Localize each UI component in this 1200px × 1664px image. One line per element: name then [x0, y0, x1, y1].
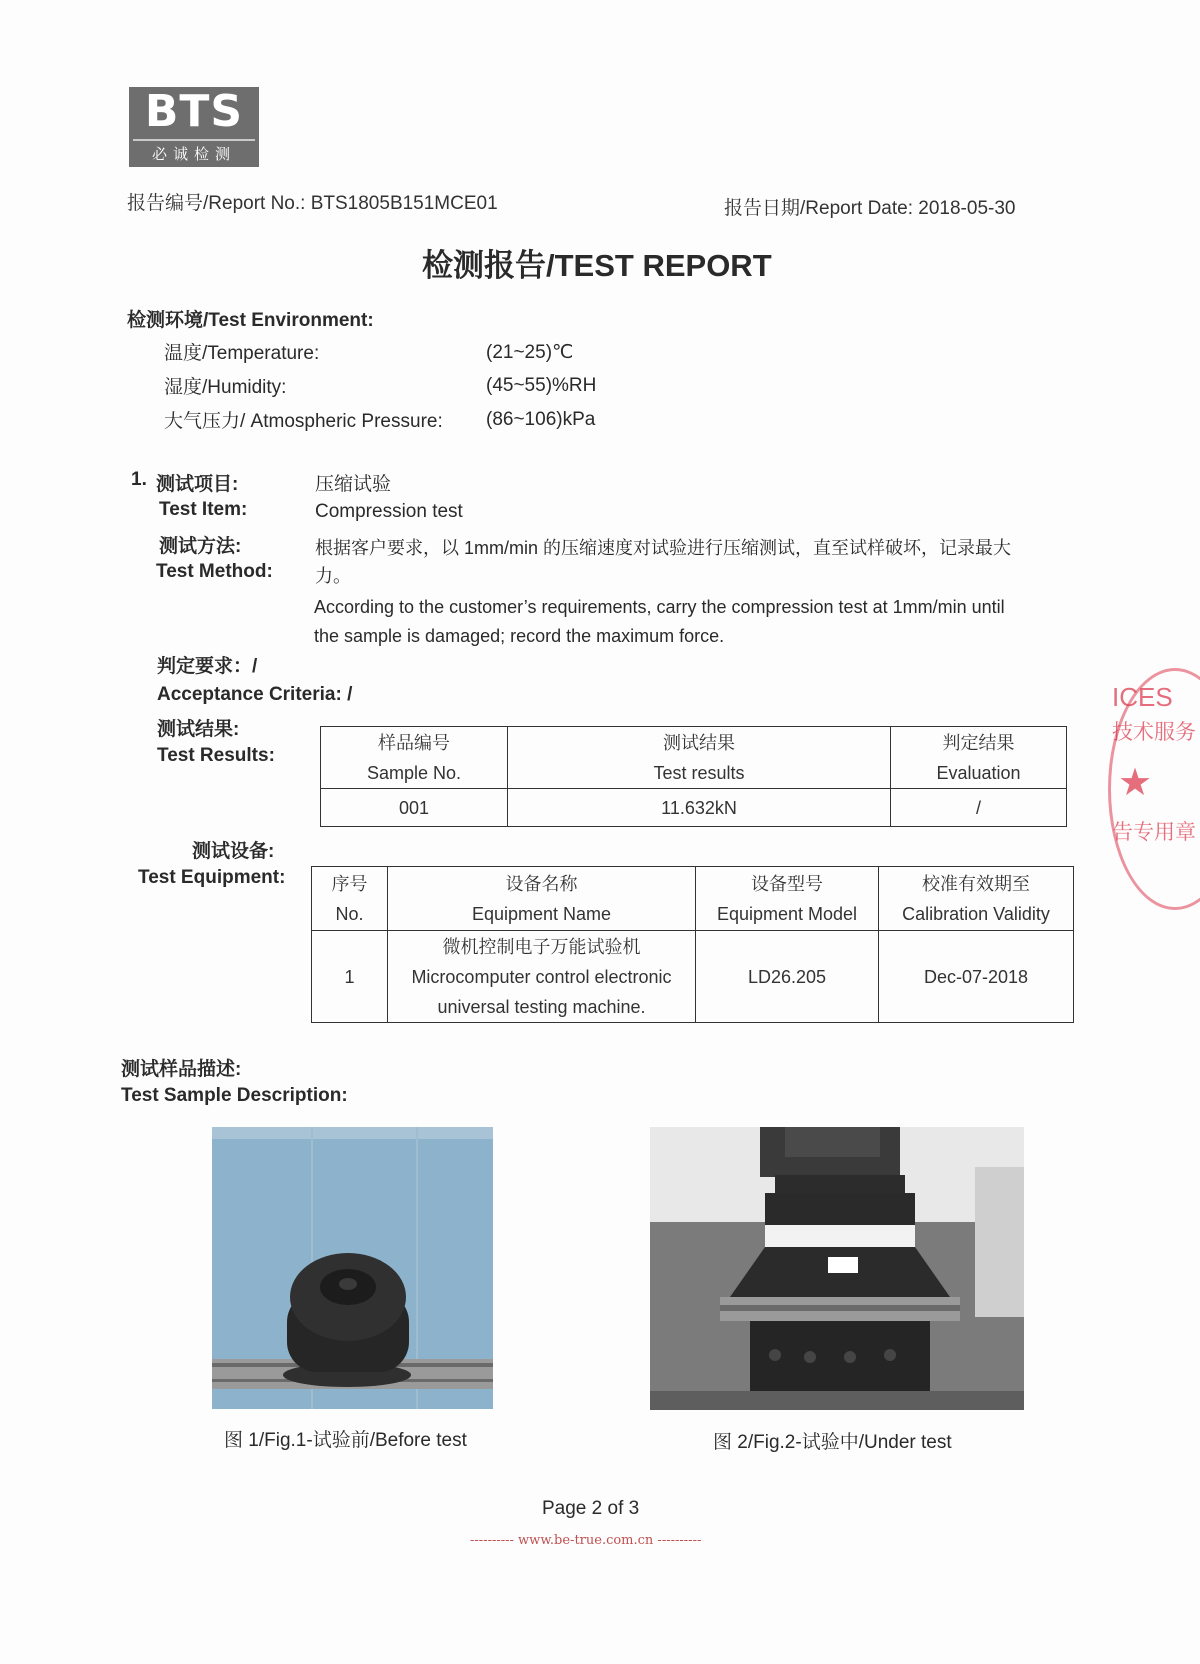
results-value: 11.632kN: [508, 789, 891, 827]
results-header-sample-no: [321, 727, 508, 789]
acceptance-criteria-en: Acceptance Criteria: /: [157, 684, 353, 705]
results-header-test-results: [508, 727, 891, 789]
env-pressure-label: 大气压力/ Atmospheric Pressure:: [164, 411, 443, 432]
environment-heading: 检测环境/Test Environment:: [127, 310, 374, 331]
figure-2-caption: 图 2/Fig.2-试验中/Under test: [713, 1432, 952, 1453]
sample-desc-label-en: Test Sample Description:: [121, 1085, 348, 1106]
results-table-header: [321, 727, 1067, 789]
stamp-star-icon: ★: [1118, 762, 1153, 804]
results-header-evaluation-cn: 判定结果: [942, 732, 1015, 753]
equipment-header-model: [696, 867, 879, 931]
equipment-model: LD26.205: [696, 931, 879, 1023]
equipment-header-no: [312, 867, 388, 931]
table-row: [321, 789, 1067, 827]
equipment-table: [311, 866, 1074, 1023]
equipment-header-no-en: No.: [335, 903, 364, 924]
report-number-value: BTS1805B151MCE01: [310, 193, 498, 214]
report-date-value: 2018-05-30: [918, 198, 1016, 219]
results-header-test-results-en: Test results: [653, 762, 745, 783]
footer-url: ---------- www.be-true.com.cn ----------: [470, 1533, 702, 1548]
test-method-label-en: Test Method:: [156, 561, 273, 582]
equipment-name: [388, 931, 696, 1023]
equipment-header-no-cn: 序号: [331, 873, 368, 894]
bts-logo: [129, 87, 259, 167]
results-header-sample-no-cn: 样品编号: [378, 732, 450, 753]
report-date: [724, 193, 1015, 220]
equipment-header-validity-cn: 校准有效期至: [922, 873, 1030, 894]
page-title: 检测报告/TEST REPORT: [422, 248, 772, 283]
logo-tagline: 必诚检测: [151, 145, 236, 163]
figure-1-photo: [212, 1127, 493, 1409]
test-method-cn-line1: 根据客户要求，以 1mm/min 的压缩速度对试验进行压缩测试，直至试样破坏，记录最大: [315, 538, 1012, 558]
equipment-header-validity: [879, 867, 1074, 931]
equipment-name-en-line1: Microcomputer control electronic: [411, 966, 672, 987]
logo-mark: BTS: [144, 86, 244, 137]
equipment-name-en-line2: universal testing machine.: [437, 996, 646, 1017]
equipment-header-name-cn: 设备名称: [505, 873, 578, 894]
results-header-evaluation: [891, 727, 1067, 789]
results-table: [320, 726, 1067, 827]
test-item-cn: 压缩试验: [315, 474, 392, 495]
test-item-label-en: Test Item:: [159, 499, 248, 520]
env-humidity-label: 湿度/Humidity:: [164, 377, 287, 398]
logo-divider: [133, 139, 255, 141]
equipment-label-en: Test Equipment:: [138, 867, 286, 888]
equipment-header-model-en: Equipment Model: [716, 903, 858, 924]
report-number-label: 报告编号/Report No.:: [127, 193, 306, 214]
stamp-text-middle: 技术服务: [1112, 720, 1196, 744]
test-results-label-cn: 测试结果:: [157, 719, 240, 740]
stamp-text-top: ICES: [1112, 682, 1173, 712]
results-evaluation: /: [891, 789, 1067, 827]
equipment-header-validity-en: Calibration Validity: [902, 903, 1050, 924]
equipment-validity: Dec-07-2018: [879, 931, 1074, 1023]
equipment-no: 1: [312, 931, 388, 1023]
env-humidity-value: (45~55)%RH: [486, 375, 597, 396]
test-results-label-en: Test Results:: [157, 745, 275, 766]
env-temperature-label: 温度/Temperature:: [164, 343, 320, 364]
results-header-test-results-cn: 测试结果: [663, 732, 735, 753]
env-pressure-value: (86~106)kPa: [486, 409, 596, 430]
report-date-label: 报告日期/Report Date:: [724, 198, 913, 219]
test-method-en-line1: According to the customer’s requirements, carry the compression test at 1mm/min until: [314, 597, 1005, 617]
test-method-en-line2: the sample is damaged; record the maximum force.: [314, 626, 725, 646]
test-number: 1.: [131, 469, 147, 490]
equipment-header-name-en: Equipment Name: [471, 903, 612, 924]
table-row: [312, 931, 1074, 1023]
equipment-name-cn: 微机控制电子万能试验机: [442, 936, 641, 957]
figure-2-illustration: [650, 1127, 1024, 1410]
test-item-label-cn: 测试项目:: [156, 474, 239, 495]
results-sample-no: 001: [321, 789, 508, 827]
page-number: Page 2 of 3: [542, 1498, 640, 1519]
equipment-header-name: [388, 867, 696, 931]
test-method-cn-line2: 力。: [315, 566, 351, 586]
figure-1-illustration: [212, 1127, 493, 1409]
results-header-evaluation-en: Evaluation: [936, 762, 1021, 783]
acceptance-criteria-cn: 判定要求：/: [157, 656, 258, 677]
equipment-header-model-cn: 设备型号: [751, 873, 823, 894]
figure-1-caption: 图 1/Fig.1-试验前/Before test: [224, 1430, 467, 1451]
env-temperature-value: (21~25)℃: [486, 342, 574, 363]
sample-desc-label-cn: 测试样品描述:: [121, 1059, 242, 1080]
figure-2-photo: [650, 1127, 1024, 1410]
test-item-en: Compression test: [315, 501, 463, 522]
test-method-label-cn: 测试方法:: [159, 536, 242, 557]
results-header-sample-no-en: Sample No.: [366, 762, 462, 783]
report-number: [127, 188, 498, 215]
equipment-table-header: [312, 867, 1074, 931]
stamp-text-bottom: 告专用章: [1112, 820, 1196, 844]
equipment-label-cn: 测试设备:: [192, 841, 275, 862]
